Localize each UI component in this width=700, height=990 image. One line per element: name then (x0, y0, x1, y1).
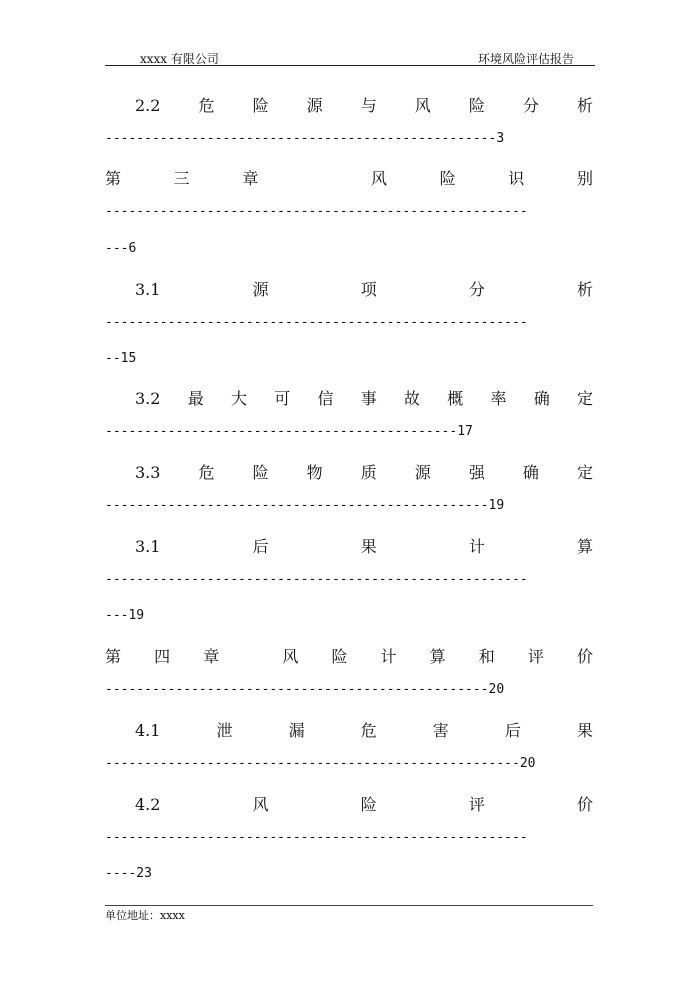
toc-char: 3.1 (135, 537, 161, 556)
toc-char: 信 (317, 389, 334, 408)
toc-char: 算 (429, 647, 446, 666)
toc-char: 三 (173, 169, 190, 188)
toc-char: 险 (252, 463, 269, 482)
toc-char: 强 (468, 463, 485, 482)
toc-char: 四 (154, 647, 171, 666)
toc-char: 风 (370, 169, 387, 188)
toc-char: 险 (252, 96, 269, 115)
toc-leader: -------------------------------------------------19 (105, 498, 505, 513)
header-company: xxxx 有限公司 (140, 52, 219, 66)
toc-char: 危 (198, 463, 215, 482)
toc-char: 后 (504, 721, 521, 740)
toc-char: 计 (468, 537, 485, 556)
toc-char: 计 (380, 647, 397, 666)
footer-divider (105, 905, 593, 906)
toc-char: 3.2 (135, 389, 161, 408)
toc-entry-title (105, 644, 593, 667)
footer-address: 单位地址：xxxx (105, 909, 185, 922)
toc-char: 危 (198, 96, 215, 115)
toc-entry-title (135, 93, 593, 116)
toc-char: 第 (105, 169, 122, 188)
toc-page-number: ---19 (105, 608, 145, 623)
toc-char: 价 (576, 647, 593, 666)
toc-entry-title (135, 386, 593, 409)
toc-char: 分 (522, 96, 539, 115)
toc-char: 果 (576, 721, 593, 740)
toc-char: 可 (274, 389, 291, 408)
toc-char: 第 (105, 647, 122, 666)
toc-char: 概 (447, 389, 464, 408)
toc-leader: ---------------------------------------------17 (105, 424, 473, 439)
toc-char: 与 (360, 96, 377, 115)
toc-char: 章 (203, 647, 220, 666)
toc-leader: ------------------------------------------------------ (105, 572, 528, 587)
toc-char: 2.2 (135, 96, 161, 115)
toc-char: 故 (403, 389, 420, 408)
toc-char: 3.1 (135, 280, 161, 299)
toc-leader: -------------------------------------------------20 (105, 682, 505, 697)
toc-char: 害 (432, 721, 449, 740)
toc-page-number: ---6 (105, 241, 137, 256)
toc-char: 别 (576, 169, 593, 188)
toc-char: 项 (360, 280, 377, 299)
toc-entry-title (135, 460, 593, 483)
toc-char: 析 (576, 280, 593, 299)
toc-char: 险 (331, 647, 348, 666)
toc-char: 物 (306, 463, 323, 482)
toc-char: 定 (576, 389, 593, 408)
toc-char: 最 (187, 389, 204, 408)
toc-char: 风 (414, 96, 431, 115)
toc-char: 评 (468, 795, 485, 814)
toc-char: 质 (360, 463, 377, 482)
toc-char: 率 (490, 389, 507, 408)
toc-char: 3.3 (135, 463, 161, 482)
toc-char: 确 (533, 389, 550, 408)
toc-entry-title (135, 277, 593, 300)
toc-char: 和 (478, 647, 495, 666)
toc-char: 险 (360, 795, 377, 814)
toc-char: 识 (508, 169, 525, 188)
toc-char: 险 (439, 169, 456, 188)
toc-char: 价 (576, 795, 593, 814)
toc-entry-title (135, 534, 593, 557)
toc-char: 源 (414, 463, 431, 482)
toc-char: 泄 (216, 721, 233, 740)
toc-char: 险 (468, 96, 485, 115)
toc-char: 章 (242, 169, 259, 188)
toc-char: 确 (522, 463, 539, 482)
toc-char: 后 (252, 537, 269, 556)
toc-char: 风 (252, 795, 269, 814)
toc-char: 定 (576, 463, 593, 482)
toc-char: 源 (252, 280, 269, 299)
toc-page-number: ----23 (105, 866, 152, 881)
toc-char: 4.2 (135, 795, 161, 814)
toc-char: 分 (468, 280, 485, 299)
toc-char: 算 (576, 537, 593, 556)
toc-leader: ------------------------------------------------------ (105, 830, 528, 845)
toc-char: 析 (576, 96, 593, 115)
toc-char: 4.1 (135, 721, 161, 740)
toc-char: 事 (360, 389, 377, 408)
toc-char: 源 (306, 96, 323, 115)
toc-char: 风 (282, 647, 299, 666)
toc-char: 漏 (288, 721, 305, 740)
toc-entry-title (105, 166, 593, 189)
toc-leader: ------------------------------------------------------ (105, 315, 528, 330)
toc-entry-title (135, 792, 593, 815)
toc-char: 果 (360, 537, 377, 556)
toc-char: 评 (527, 647, 544, 666)
toc-page-number: --15 (105, 351, 137, 366)
toc-char: 危 (360, 721, 377, 740)
toc-entry-title (135, 718, 593, 741)
toc-leader: --------------------------------------------------3 (105, 131, 505, 146)
toc-leader: ------------------------------------------------------ (105, 204, 528, 219)
toc-leader: -----------------------------------------------------20 (105, 756, 536, 771)
header-report-title: 环境风险评估报告 (478, 52, 575, 66)
toc-char: 大 (230, 389, 247, 408)
